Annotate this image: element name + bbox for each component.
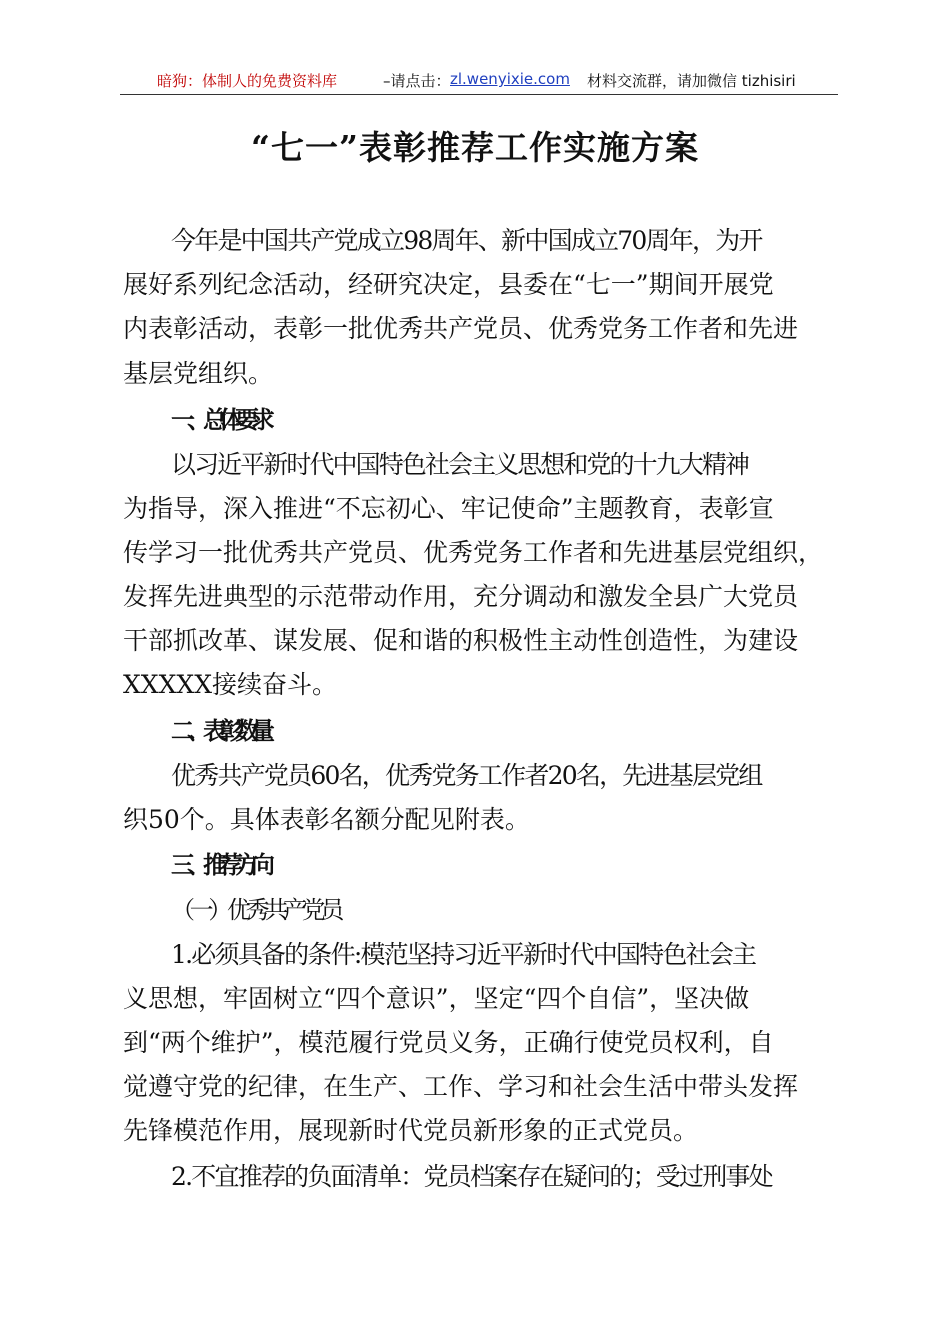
document-title: “七一”表彰推荐工作实施方案 — [251, 128, 699, 167]
section-heading: 三、推荐方向 — [171, 851, 267, 879]
body-line: 干部抓改革、谋发展、促和谐的积极性主动性创造性，为建设 — [123, 626, 799, 655]
section-heading: 一、总体要求 — [171, 406, 267, 434]
body-line: 优秀共产党员60名，优秀党务工作者20名，先进基层党组 — [171, 761, 762, 790]
body-line: 为指导，深入推进“不忘初心、牢记使命”主题教育，表彰宣 — [123, 494, 774, 523]
body-line: 展好系列纪念活动，经研究决定，县委在“七一”期间开展党 — [123, 270, 774, 299]
body-line: 以习近平新时代中国特色社会主义思想和党的十九大精神 — [171, 450, 749, 479]
body-line: 基层党组织。 — [123, 359, 274, 388]
subsection-heading: （一）优秀共产党员 — [171, 896, 339, 924]
header-click-prefix: –请点击： — [383, 72, 451, 90]
page-header — [120, 66, 838, 95]
header-contact: 材料交流群，请加微信 tizhisiri — [587, 72, 796, 90]
body-line: 觉遵守党的纪律，在生产、工作、学习和社会生活中带头发挥 — [123, 1072, 799, 1101]
body-line: 义思想，牢固树立“四个意识”，坚定“四个自信”，坚决做 — [123, 984, 750, 1013]
body-line: 1.必须具备的条件:模范坚持习近平新时代中国特色社会主 — [171, 940, 756, 969]
body-line: 内表彰活动，表彰一批优秀共产党员、优秀党务工作者和先进 — [123, 314, 799, 343]
section-heading: 二、表彰数量 — [171, 717, 267, 745]
body-line: 发挥先进典型的示范带动作用，充分调动和激发全县广大党员 — [123, 582, 799, 611]
body-line: 今年是中国共产党成立98周年、新中国成立70周年，为开 — [171, 226, 762, 255]
header-link[interactable]: zl.wenyixie.com — [450, 70, 570, 88]
body-line: 传学习一批优秀共产党员、优秀党务工作者和先进基层党组织， — [123, 538, 824, 567]
header-notice: 暗狗：体制人的免费资料库 — [157, 72, 338, 90]
body-line: 2.不宜推荐的负面清单：党员档案存在疑问的；受过刑事处 — [171, 1162, 772, 1191]
body-line: XXXXX接续奋斗。 — [123, 670, 337, 699]
body-line: 先锋模范作用，展现新时代党员新形象的正式党员。 — [123, 1116, 699, 1145]
body-line: 织50个。具体表彰名额分配见附表。 — [123, 805, 530, 834]
body-line: 到“两个维护”，模范履行党员义务，正确行使党员权利，自 — [123, 1028, 774, 1057]
